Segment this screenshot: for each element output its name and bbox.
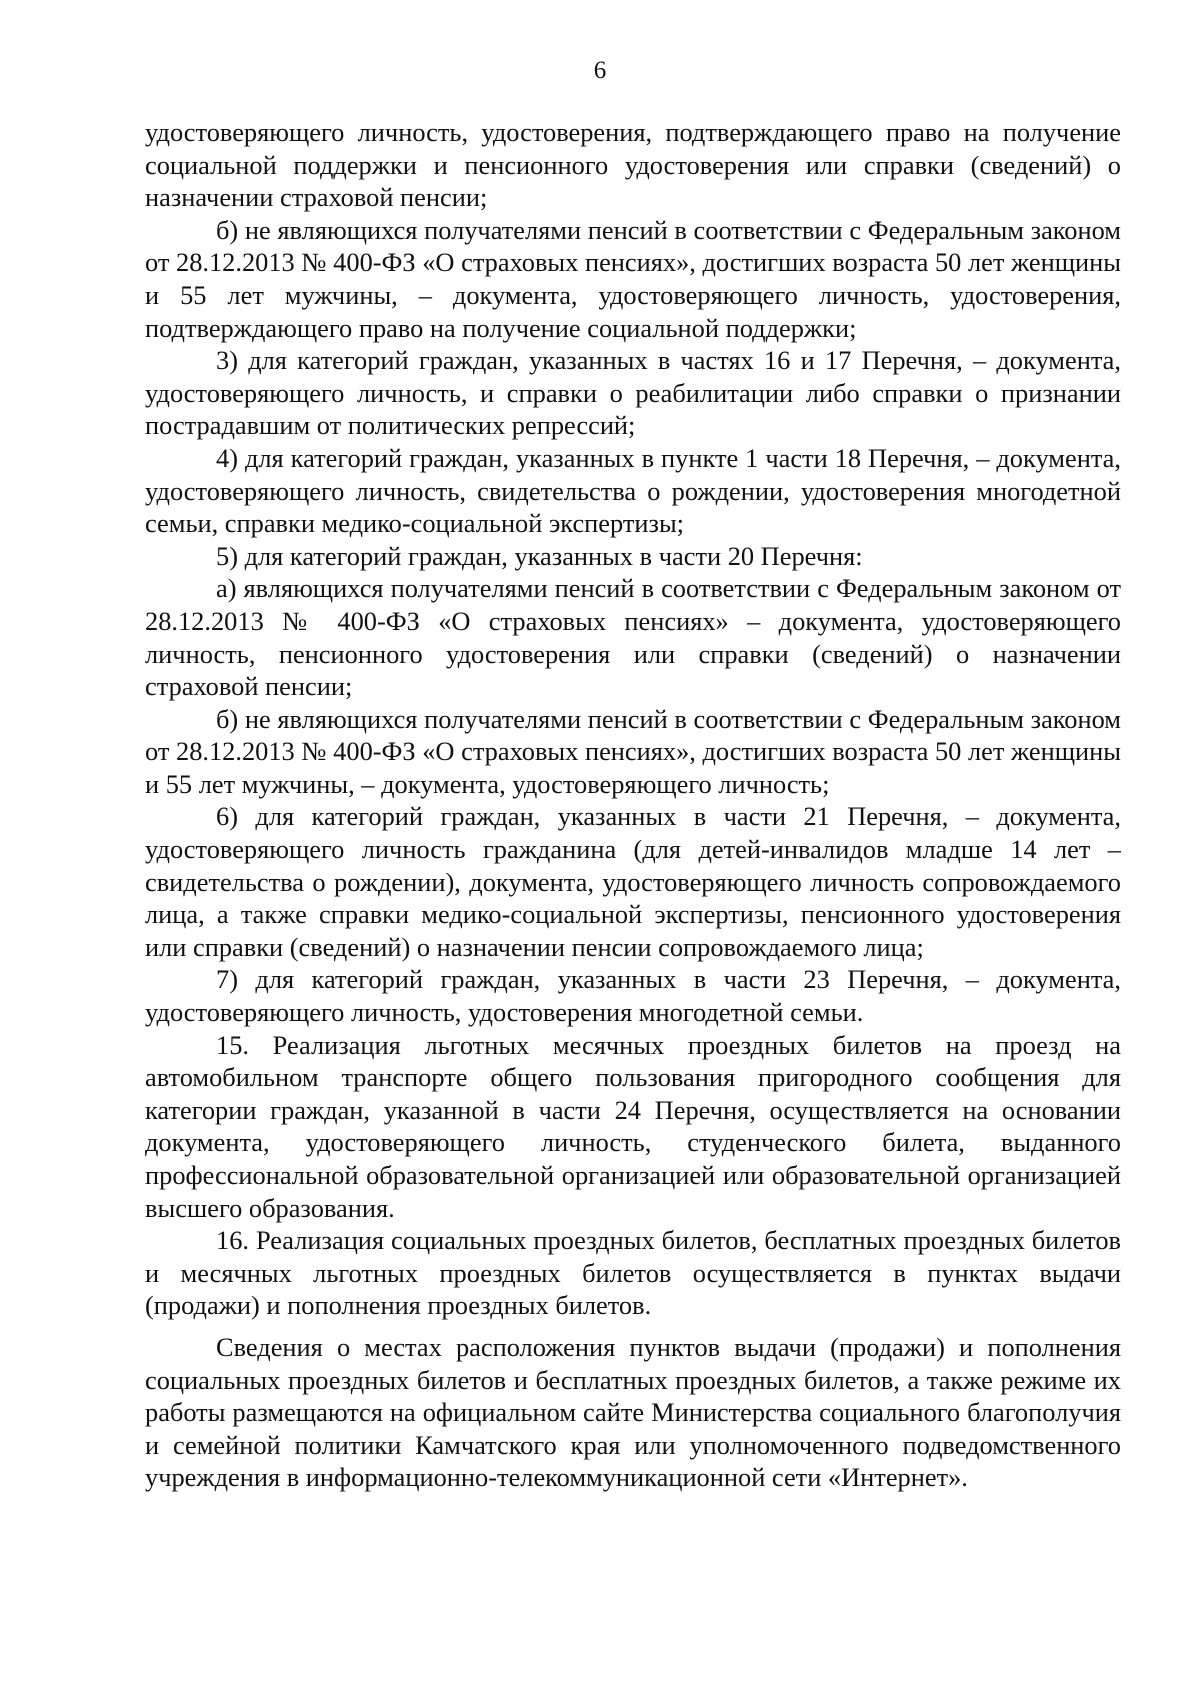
paragraph-item-6: 6) для категорий граждан, указанных в части 21 Перечня, – документа, удостоверяющего личность гражданина (для детей-инвалидов младше 14 лет – свидетельства о рождении), документа, удостоверяющего личность сопровождаемого лица, а также справки медико-социальной экспертизы, пенсионного удостоверения или справки (сведений) о назначении пенсии сопровождаемого лица; xyxy=(145,801,1121,962)
paragraph-item-3: 3) для категорий граждан, указанных в частях 16 и 17 Перечня, – документа, удостоверяющего личность, и справки о реабилитации либо справки о признании пострадавшим от политических репрессий; xyxy=(145,345,1121,441)
paragraph-item-b-2: б) не являющихся получателями пенсий в соответствии с Федеральным законом от 28.12.2013 № 400-ФЗ «О страховых пенсиях», достигших возраста 50 лет женщины и 55 лет мужчины, – документа, удостоверяющего личность; xyxy=(145,703,1121,799)
paragraph-item-b-1: б) не являющихся получателями пенсий в соответствии с Федеральным законом от 28.12.2013 № 400-ФЗ «О страховых пенсиях», достигших возраста 50 лет женщины и 55 лет мужчины, – документа, удостоверяющего личность, удостоверения, подтверждающего право на получение социальной поддержки; xyxy=(145,214,1121,343)
paragraph-item-7: 7) для категорий граждан, указанных в части 23 Перечня, – документа, удостоверяющего личность, удостоверения многодетной семьи. xyxy=(145,964,1121,1028)
paragraph-section-16: 16. Реализация социальных проездных билетов, бесплатных проездных билетов и месячных льготных проездных билетов осуществляется в пунктах выдачи (продажи) и пополнения проездных билетов. xyxy=(145,1225,1121,1321)
paragraph-locations-info: Сведения о местах расположения пунктов выдачи (продажи) и пополнения социальных проездных билетов и бесплатных проездных билетов, а также режиме их работы размещаются на официальном сайте Министерства социального благополучия и семейной политики Камчатского края или уполномоченного подведомственного учреждения в информационно-телекоммуникационной сети «Интернет». xyxy=(145,1331,1121,1493)
paragraph-section-15: 15. Реализация льготных месячных проездных билетов на проезд на автомобильном транспорте общего пользования пригородного сообщения для категории граждан, указанной в части 24 Перечня, осуществляется на основании документа, удостоверяющего личность, студенческого билета, выданного профессиональной образовательной организацией или образовательной организацией высшего образования. xyxy=(145,1029,1121,1223)
document-body xyxy=(145,116,1121,1494)
page-number: 6 xyxy=(593,57,607,84)
paragraph-item-a: а) являющихся получателями пенсий в соответствии с Федеральным законом от 28.12.2013 № 400-ФЗ «О страховых пенсиях» – документа, удостоверяющего личность, пенсионного удостоверения или справки (сведений) о назначении страховой пенсии; xyxy=(145,573,1121,702)
paragraph-item-4: 4) для категорий граждан, указанных в пункте 1 части 18 Перечня, – документа, удостоверяющего личность, свидетельства о рождении, удостоверения многодетной семьи, справки медико-социальной экспертизы; xyxy=(145,442,1121,539)
paragraph-item-5: 5) для категорий граждан, указанных в части 20 Перечня: xyxy=(216,540,863,571)
paragraph-continuation: удостоверяющего личность, удостоверения, подтверждающего право на получение социальной поддержки и пенсионного удостоверения или справки (сведений) о назначении страховой пенсии; xyxy=(145,117,1121,213)
